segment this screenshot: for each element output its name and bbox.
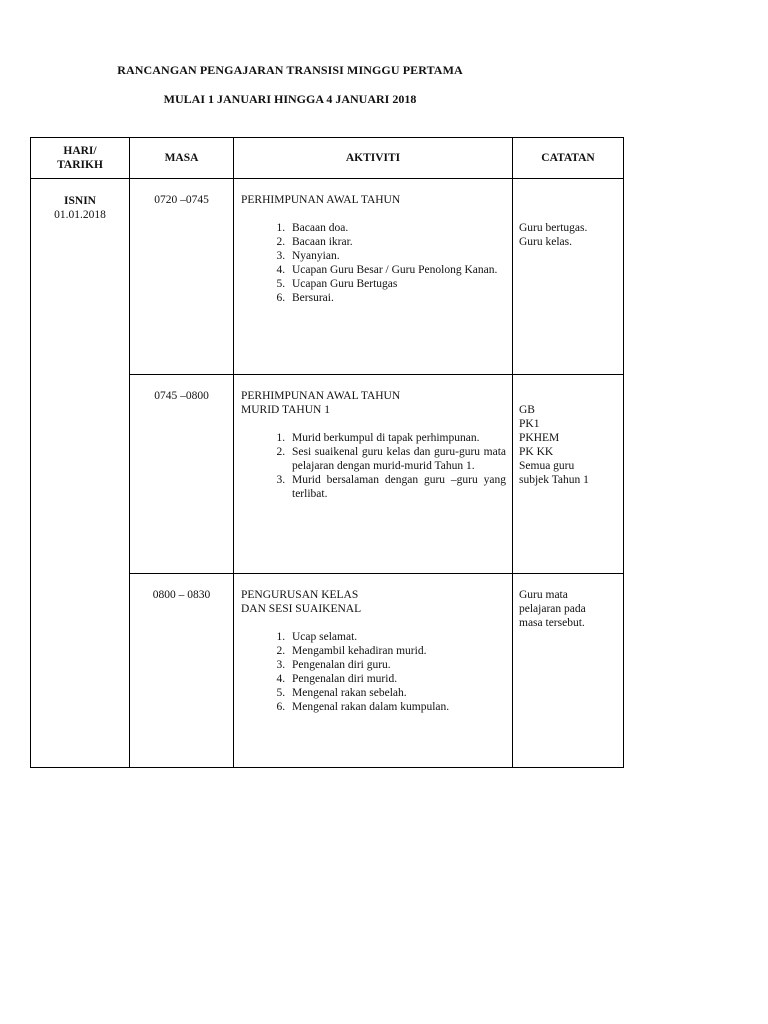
time-cell: 0745 –0800: [130, 375, 234, 574]
note-line: PK1: [519, 418, 540, 430]
header-tarikh-label: TARIKH: [57, 159, 103, 171]
activity-list: [241, 221, 506, 305]
notes-cell: [513, 574, 624, 768]
activity-list: [241, 431, 506, 501]
list-item: 3. Nyanyian.: [288, 249, 506, 263]
header-catatan: CATATAN: [513, 138, 624, 179]
day-date: 01.01.2018: [54, 209, 106, 221]
day-cell: [31, 179, 130, 768]
list-item: 2. Bacaan ikrar.: [288, 235, 506, 249]
list-item: 1. Bacaan doa.: [288, 221, 506, 235]
time-cell: 0720 –0745: [130, 179, 234, 375]
note-line: Semua guru: [519, 460, 575, 472]
note-line: Guru bertugas.: [519, 222, 588, 234]
activity-cell: [234, 375, 513, 574]
list-item: 6. Bersurai.: [288, 291, 506, 305]
notes-cell: [513, 375, 624, 574]
table-header-row: [31, 138, 624, 179]
list-item: 2. Sesi suaikenal guru kelas dan guru-guru mata pelajaran dengan murid-murid Tahun 1.: [288, 445, 506, 473]
list-item: 4. Ucapan Guru Besar / Guru Penolong Kanan.: [288, 263, 506, 277]
list-item: 1. Murid berkumpul di tapak perhimpunan.: [288, 431, 506, 445]
time-cell: 0800 – 0830: [130, 574, 234, 768]
header-hari-tarikh: [31, 138, 130, 179]
note-line: Guru kelas.: [519, 236, 573, 248]
day-name: ISNIN: [64, 195, 96, 207]
list-item: 3. Pengenalan diri guru.: [288, 658, 506, 672]
note-line: PKHEM: [519, 432, 560, 444]
list-item: 3. Murid bersalaman dengan guru –guru yang terlibat.: [288, 473, 506, 501]
document-title: RANCANGAN PENGAJARAN TRANSISI MINGGU PERTAMA: [117, 63, 463, 77]
header-masa: MASA: [130, 138, 234, 179]
activity-subheading: DAN SESI SUAIKENAL: [241, 603, 362, 615]
activity-heading: PERHIMPUNAN AWAL TAHUN: [241, 194, 401, 206]
activity-heading: PENGURUSAN KELAS: [241, 589, 359, 601]
note-line: PK KK: [519, 446, 554, 458]
table-row: [31, 179, 624, 375]
list-item: 2. Mengambil kehadiran murid.: [288, 644, 506, 658]
activity-cell: [234, 179, 513, 375]
list-item: 6. Mengenal rakan dalam kumpulan.: [288, 700, 506, 714]
note-line: Guru mata: [519, 589, 568, 601]
header-aktiviti: AKTIVITI: [234, 138, 513, 179]
note-line: subjek Tahun 1: [519, 474, 589, 486]
activity-cell: [234, 574, 513, 768]
list-item: 5. Mengenal rakan sebelah.: [288, 686, 506, 700]
list-item: 1. Ucap selamat.: [288, 630, 506, 644]
schedule-table: [30, 137, 624, 768]
notes-cell: [513, 179, 624, 375]
list-item: 4. Pengenalan diri murid.: [288, 672, 506, 686]
note-line: pelajaran pada: [519, 603, 586, 615]
header-hari-label: HARI/: [63, 145, 97, 157]
note-line: GB: [519, 404, 535, 416]
list-item: 5. Ucapan Guru Bertugas: [288, 277, 506, 291]
note-line: masa tersebut.: [519, 617, 585, 629]
activity-subheading: MURID TAHUN 1: [241, 404, 330, 416]
activity-heading: PERHIMPUNAN AWAL TAHUN: [241, 390, 401, 402]
activity-list: [241, 630, 506, 714]
document-subtitle: MULAI 1 JANUARI HINGGA 4 JANUARI 2018: [163, 92, 417, 106]
